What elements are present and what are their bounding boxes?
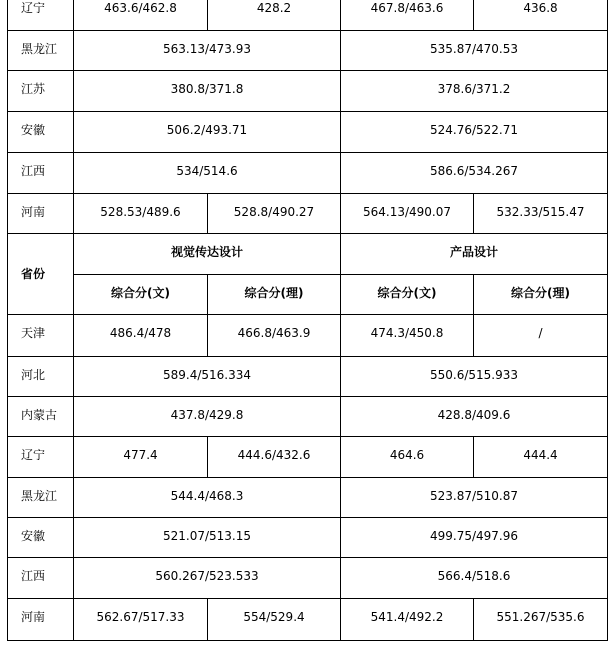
score-cell: 562.67/517.33 [74, 599, 208, 641]
score-cell: 474.3/450.8 [341, 315, 474, 357]
province-cell: 黑龙江 [8, 478, 74, 518]
province-cell: 江西 [8, 153, 74, 194]
score-cell: 524.76/522.71 [341, 112, 608, 153]
score-cell: 551.267/535.6 [474, 599, 608, 641]
province-cell: 江西 [8, 558, 74, 599]
score-cell: 534/514.6 [74, 153, 341, 194]
score-cell: 437.8/429.8 [74, 397, 341, 437]
score-cell: 560.267/523.533 [74, 558, 341, 599]
score-cell: 444.6/432.6 [208, 437, 341, 478]
score-cell: 528.53/489.6 [74, 194, 208, 234]
province-cell: 辽宁 [8, 0, 74, 31]
province-cell: 安徽 [8, 112, 74, 153]
score-cell: 521.07/513.15 [74, 518, 341, 558]
score-cell: 486.4/478 [74, 315, 208, 357]
score-cell: 586.6/534.267 [341, 153, 608, 194]
table-row [8, 518, 608, 558]
province-cell: 河南 [8, 599, 74, 641]
province-cell: 河南 [8, 194, 74, 234]
subheader-cell: 综合分(理) [208, 275, 341, 315]
province-cell: 辽宁 [8, 437, 74, 478]
table-row [8, 357, 608, 397]
score-cell: 566.4/518.6 [341, 558, 608, 599]
score-cell: 378.6/371.2 [341, 71, 608, 112]
table-row [8, 71, 608, 112]
subheader-cell: 综合分(文) [341, 275, 474, 315]
score-cell: 550.6/515.933 [341, 357, 608, 397]
admission-scores-table [7, 0, 608, 641]
score-cell: 523.87/510.87 [341, 478, 608, 518]
subheader-cell: 综合分(理) [474, 275, 608, 315]
table-row [8, 0, 608, 31]
subheader-cell: 综合分(文) [74, 275, 208, 315]
province-cell: 内蒙古 [8, 397, 74, 437]
table-row [8, 478, 608, 518]
province-cell: 黑龙江 [8, 31, 74, 71]
province-cell: 安徽 [8, 518, 74, 558]
score-cell: 380.8/371.8 [74, 71, 341, 112]
score-cell: 428.8/409.6 [341, 397, 608, 437]
score-cell: 463.6/462.8 [74, 0, 208, 31]
score-cell: 544.4/468.3 [74, 478, 341, 518]
major-header: 产品设计 [341, 234, 608, 275]
province-cell: 江苏 [8, 71, 74, 112]
table-row [8, 153, 608, 194]
table-row [8, 558, 608, 599]
score-cell: 477.4 [74, 437, 208, 478]
table-row [8, 437, 608, 478]
score-cell: 554/529.4 [208, 599, 341, 641]
score-cell: 499.75/497.96 [341, 518, 608, 558]
score-cell: 532.33/515.47 [474, 194, 608, 234]
province-cell: 天津 [8, 315, 74, 357]
score-cell: 464.6 [341, 437, 474, 478]
score-cell: 466.8/463.9 [208, 315, 341, 357]
score-cell: 563.13/473.93 [74, 31, 341, 71]
table-row [8, 315, 608, 357]
score-cell: 541.4/492.2 [341, 599, 474, 641]
major-header: 视觉传达设计 [74, 234, 341, 275]
score-cell: 506.2/493.71 [74, 112, 341, 153]
province-header: 省份 [8, 234, 74, 315]
score-cell: 528.8/490.27 [208, 194, 341, 234]
subheader-row [8, 275, 608, 315]
table-row [8, 112, 608, 153]
score-cell: 564.13/490.07 [341, 194, 474, 234]
score-cell: 436.8 [474, 0, 608, 31]
score-cell: / [474, 315, 608, 357]
score-cell: 428.2 [208, 0, 341, 31]
province-cell: 河北 [8, 357, 74, 397]
score-cell: 467.8/463.6 [341, 0, 474, 31]
score-cell: 444.4 [474, 437, 608, 478]
header-row [8, 234, 608, 275]
table-row [8, 397, 608, 437]
score-cell: 535.87/470.53 [341, 31, 608, 71]
table-row [8, 194, 608, 234]
table-row [8, 31, 608, 71]
score-cell: 589.4/516.334 [74, 357, 341, 397]
table-row [8, 599, 608, 641]
